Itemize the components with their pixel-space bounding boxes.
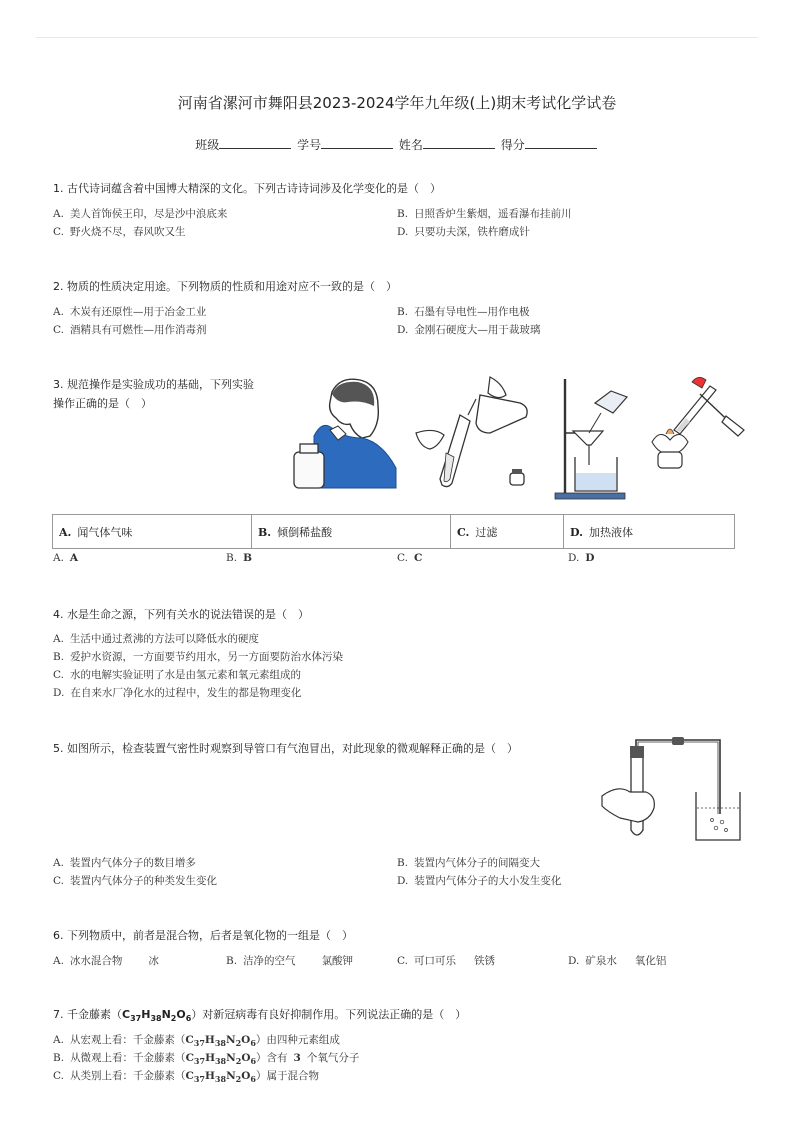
formula-subscript: 2 xyxy=(235,1038,242,1049)
option-text: 个氧气分子 xyxy=(306,1052,360,1064)
option-label: B. xyxy=(397,208,409,220)
option-text: ）属于混合物 xyxy=(255,1070,319,1082)
formula-element: H xyxy=(204,1034,215,1046)
option-label: A. xyxy=(53,208,64,220)
option-label: B. xyxy=(53,1052,65,1064)
option-text: ）含有 xyxy=(256,1052,288,1064)
chemical-formula xyxy=(185,1052,257,1067)
cell-text: 闻气体气味 xyxy=(77,525,133,539)
formula-element: N xyxy=(161,1008,171,1021)
option-text: 装置内气体分子的大小发生变化 xyxy=(414,875,562,887)
student-id-label: 学号 xyxy=(297,138,322,152)
option-text: C xyxy=(414,552,423,564)
q1-option-c[interactable] xyxy=(53,224,186,239)
student-id-blank[interactable] xyxy=(321,136,393,149)
option-text: 从宏观上看：千金藤素（ xyxy=(69,1034,186,1046)
cell-label: D. xyxy=(570,525,583,539)
question-6-stem: 6. 下列物质中，前者是混合物，后者是氧化物的一组是（ ） xyxy=(53,929,353,942)
question-5-stem: 5. 如图所示，检查装置气密性时观察到导管口有气泡冒出，对此现象的微观解释正确的是（ ） xyxy=(53,742,518,755)
formula-subscript: 2 xyxy=(235,1056,242,1067)
option-text: D xyxy=(585,552,595,564)
question-2-stem: 2. 物质的性质决定用途。下列物质的性质和用途对应不一致的是（ ） xyxy=(53,280,397,293)
option-text: 金刚石硬度大—用于裁玻璃 xyxy=(414,324,541,336)
student-info-line xyxy=(0,136,794,153)
option-text: 水的电解实验证明了水是由氢元素和氧元素组成的 xyxy=(70,669,301,681)
stem-prefix: 7. 千金藤素（ xyxy=(53,1008,122,1021)
option-text: 装置内气体分子的间隔变大 xyxy=(414,857,541,869)
option-text: 日照香炉生紫烟，遥看瀑布挂前川 xyxy=(414,208,572,220)
header-divider xyxy=(36,37,758,38)
q3-option-a[interactable] xyxy=(53,552,78,564)
q3-option-d[interactable] xyxy=(568,552,595,564)
formula-subscript: 38 xyxy=(214,1056,227,1067)
cell-text: 倾倒稀盐酸 xyxy=(277,525,333,539)
formula-element: H xyxy=(205,1070,215,1082)
option-label: A. xyxy=(53,633,64,645)
q7-option-b[interactable] xyxy=(53,1050,359,1066)
option-label: C. xyxy=(53,669,64,681)
exam-title: 河南省漯河市舞阳县2023-2024学年九年级(上)期末考试化学试卷 xyxy=(177,94,617,112)
q6-option-c[interactable] xyxy=(397,953,495,968)
option-label: D. xyxy=(53,687,65,699)
option-label: A. xyxy=(53,1034,64,1046)
option-label: C. xyxy=(53,1070,64,1082)
airtightness-apparatus-illustration xyxy=(600,736,746,844)
q6-option-a[interactable] xyxy=(53,953,159,968)
q5-option-a[interactable] xyxy=(53,855,196,870)
table-cell-b xyxy=(252,515,451,549)
formula-subscript: 6 xyxy=(250,1056,257,1067)
chemical-formula xyxy=(122,1008,192,1024)
formula-subscript: 2 xyxy=(235,1074,242,1085)
option-label: D. xyxy=(397,226,409,238)
table-cell-d xyxy=(564,515,735,549)
q4-option-a[interactable] xyxy=(53,631,259,646)
formula-element: O xyxy=(176,1008,186,1021)
option-text: 从类别上看：千金藤素（ xyxy=(70,1070,186,1082)
q3-option-c[interactable] xyxy=(397,552,422,564)
pouring-acid-illustration xyxy=(410,375,540,490)
option-text-second: 氧化铝 xyxy=(634,955,667,967)
option-text-second: 冰 xyxy=(148,955,159,967)
q4-option-b[interactable] xyxy=(53,649,343,664)
option-text: 野火烧不尽，春风吹又生 xyxy=(70,226,186,238)
option-text-first: 可口可乐 xyxy=(414,955,456,967)
option-text: A xyxy=(69,552,79,564)
q2-option-b[interactable] xyxy=(397,304,530,319)
formula-subscript: 6 xyxy=(250,1038,256,1049)
q7-option-a[interactable] xyxy=(53,1032,340,1048)
option-label: B. xyxy=(226,552,238,564)
q5-option-b[interactable] xyxy=(397,855,540,870)
class-label: 班级 xyxy=(195,138,220,152)
option-label: B. xyxy=(226,955,238,967)
q2-option-a[interactable] xyxy=(53,304,206,319)
cell-label: C. xyxy=(457,525,470,539)
option-text: 只要功夫深，铁杵磨成针 xyxy=(414,226,530,238)
formula-subscript: 2 xyxy=(170,1014,177,1024)
question-1-stem: 1. 古代诗词蕴含着中国博大精深的文化。下列古诗诗词涉及化学变化的是（ ） xyxy=(53,182,441,195)
question-7-stem xyxy=(53,1006,466,1023)
q1-option-d[interactable] xyxy=(397,224,530,239)
option-text: 木炭有还原性—用于冶金工业 xyxy=(69,306,207,318)
formula-element: C xyxy=(185,1070,194,1082)
formula-element: H xyxy=(141,1008,151,1021)
lab-operations-table xyxy=(52,514,735,549)
option-label: A. xyxy=(53,306,64,318)
q5-option-d[interactable] xyxy=(397,873,561,888)
formula-subscript: 38 xyxy=(150,1014,162,1024)
q6-option-b[interactable] xyxy=(226,953,353,968)
question-4-stem: 4. 水是生命之源，下列有关水的说法错误的是（ ） xyxy=(53,608,309,621)
option-label: C. xyxy=(53,324,64,336)
name-label: 姓名 xyxy=(398,138,423,152)
option-label: D. xyxy=(397,324,409,336)
formula-subscript: 38 xyxy=(214,1038,226,1049)
option-text-second: 铁锈 xyxy=(474,955,495,967)
option-text-second: 氯酸钾 xyxy=(321,955,354,967)
option-label: A. xyxy=(53,857,64,869)
option-label: C. xyxy=(397,552,408,564)
option-number: 3 xyxy=(293,1052,301,1064)
chemical-formula xyxy=(185,1070,256,1085)
option-text: ）由四种元素组成 xyxy=(255,1034,340,1046)
option-label: C. xyxy=(53,226,64,238)
formula-element: O xyxy=(241,1070,251,1082)
score-blank[interactable] xyxy=(525,136,597,149)
formula-element: N xyxy=(226,1052,236,1064)
table-cell-a xyxy=(53,515,252,549)
option-label: A. xyxy=(53,955,64,967)
formula-element: O xyxy=(241,1052,251,1064)
formula-subscript: 6 xyxy=(185,1014,192,1024)
option-label: C. xyxy=(53,875,64,887)
name-blank[interactable] xyxy=(423,136,495,149)
formula-subscript: 37 xyxy=(193,1056,206,1067)
q2-option-d[interactable] xyxy=(397,322,540,337)
smelling-gas-illustration xyxy=(292,372,398,490)
option-text-first: 冰水混合物 xyxy=(69,955,123,967)
formula-subscript: 37 xyxy=(130,1014,142,1024)
option-text-first: 洁净的空气 xyxy=(243,955,296,967)
formula-element: H xyxy=(205,1052,215,1064)
formula-element: N xyxy=(225,1034,236,1046)
q6-option-d[interactable] xyxy=(568,953,666,968)
formula-element: O xyxy=(241,1034,251,1046)
option-text: 爱护水资源，一方面要节约用水，另一方面要防治水体污染 xyxy=(70,651,344,663)
q4-option-c[interactable] xyxy=(53,667,301,682)
option-label: D. xyxy=(397,875,409,887)
formula-element: C xyxy=(185,1052,194,1064)
cell-text: 加热液体 xyxy=(588,525,633,539)
table-cell-c xyxy=(451,515,564,549)
option-text: 装置内气体分子的数目增多 xyxy=(69,857,196,869)
chemical-formula xyxy=(185,1034,256,1049)
formula-subscript: 38 xyxy=(214,1074,227,1085)
formula-subscript: 6 xyxy=(250,1074,256,1085)
option-label: B. xyxy=(397,306,409,318)
formula-subscript: 37 xyxy=(193,1074,205,1085)
class-blank[interactable] xyxy=(219,136,291,149)
option-label: C. xyxy=(397,955,408,967)
question-3-stem-line1: 3. 规范操作是实验成功的基础，下列实验 xyxy=(53,378,254,391)
option-text: 石墨有导电性—用作电极 xyxy=(414,306,530,318)
q5-option-c[interactable] xyxy=(53,873,217,888)
q7-option-c[interactable] xyxy=(53,1068,319,1084)
option-text: 装置内气体分子的种类发生变化 xyxy=(70,875,217,887)
cell-text: 过滤 xyxy=(475,525,498,539)
q3-option-b[interactable] xyxy=(226,552,252,564)
formula-element: C xyxy=(122,1008,131,1021)
filtration-illustration xyxy=(547,373,635,503)
score-label: 得分 xyxy=(500,138,525,152)
q1-option-b[interactable] xyxy=(397,206,572,221)
option-text: 从微观上看：千金藤素（ xyxy=(70,1052,186,1064)
question-3-stem-line2: 操作正确的是（ ） xyxy=(53,397,152,410)
cell-label: A. xyxy=(59,525,72,539)
option-label: D. xyxy=(568,552,580,564)
heating-liquid-illustration xyxy=(640,372,746,482)
option-text: B xyxy=(243,552,252,564)
formula-subscript: 37 xyxy=(193,1038,205,1049)
option-label: B. xyxy=(397,857,409,869)
option-label: A. xyxy=(53,552,64,564)
option-text: 酒精具有可燃性—用作消毒剂 xyxy=(70,324,207,336)
q1-option-a[interactable] xyxy=(53,206,227,221)
option-text: 生活中通过煮沸的方法可以降低水的硬度 xyxy=(69,633,259,645)
formula-element: C xyxy=(185,1034,194,1046)
option-text: 美人首饰侯王印，尽是沙中浪底来 xyxy=(69,208,228,220)
option-text-first: 矿泉水 xyxy=(585,955,617,967)
option-label: B. xyxy=(53,651,65,663)
cell-label: B. xyxy=(258,525,272,539)
stem-suffix: ）对新冠病毒有良好抑制作用。下列说法正确的是（ ） xyxy=(191,1008,467,1021)
q2-option-c[interactable] xyxy=(53,322,207,337)
option-text: 在自来水厂净化水的过程中，发生的都是物理变化 xyxy=(70,687,302,699)
q4-option-d[interactable] xyxy=(53,685,301,700)
option-label: D. xyxy=(568,955,580,967)
formula-element: N xyxy=(226,1070,236,1082)
